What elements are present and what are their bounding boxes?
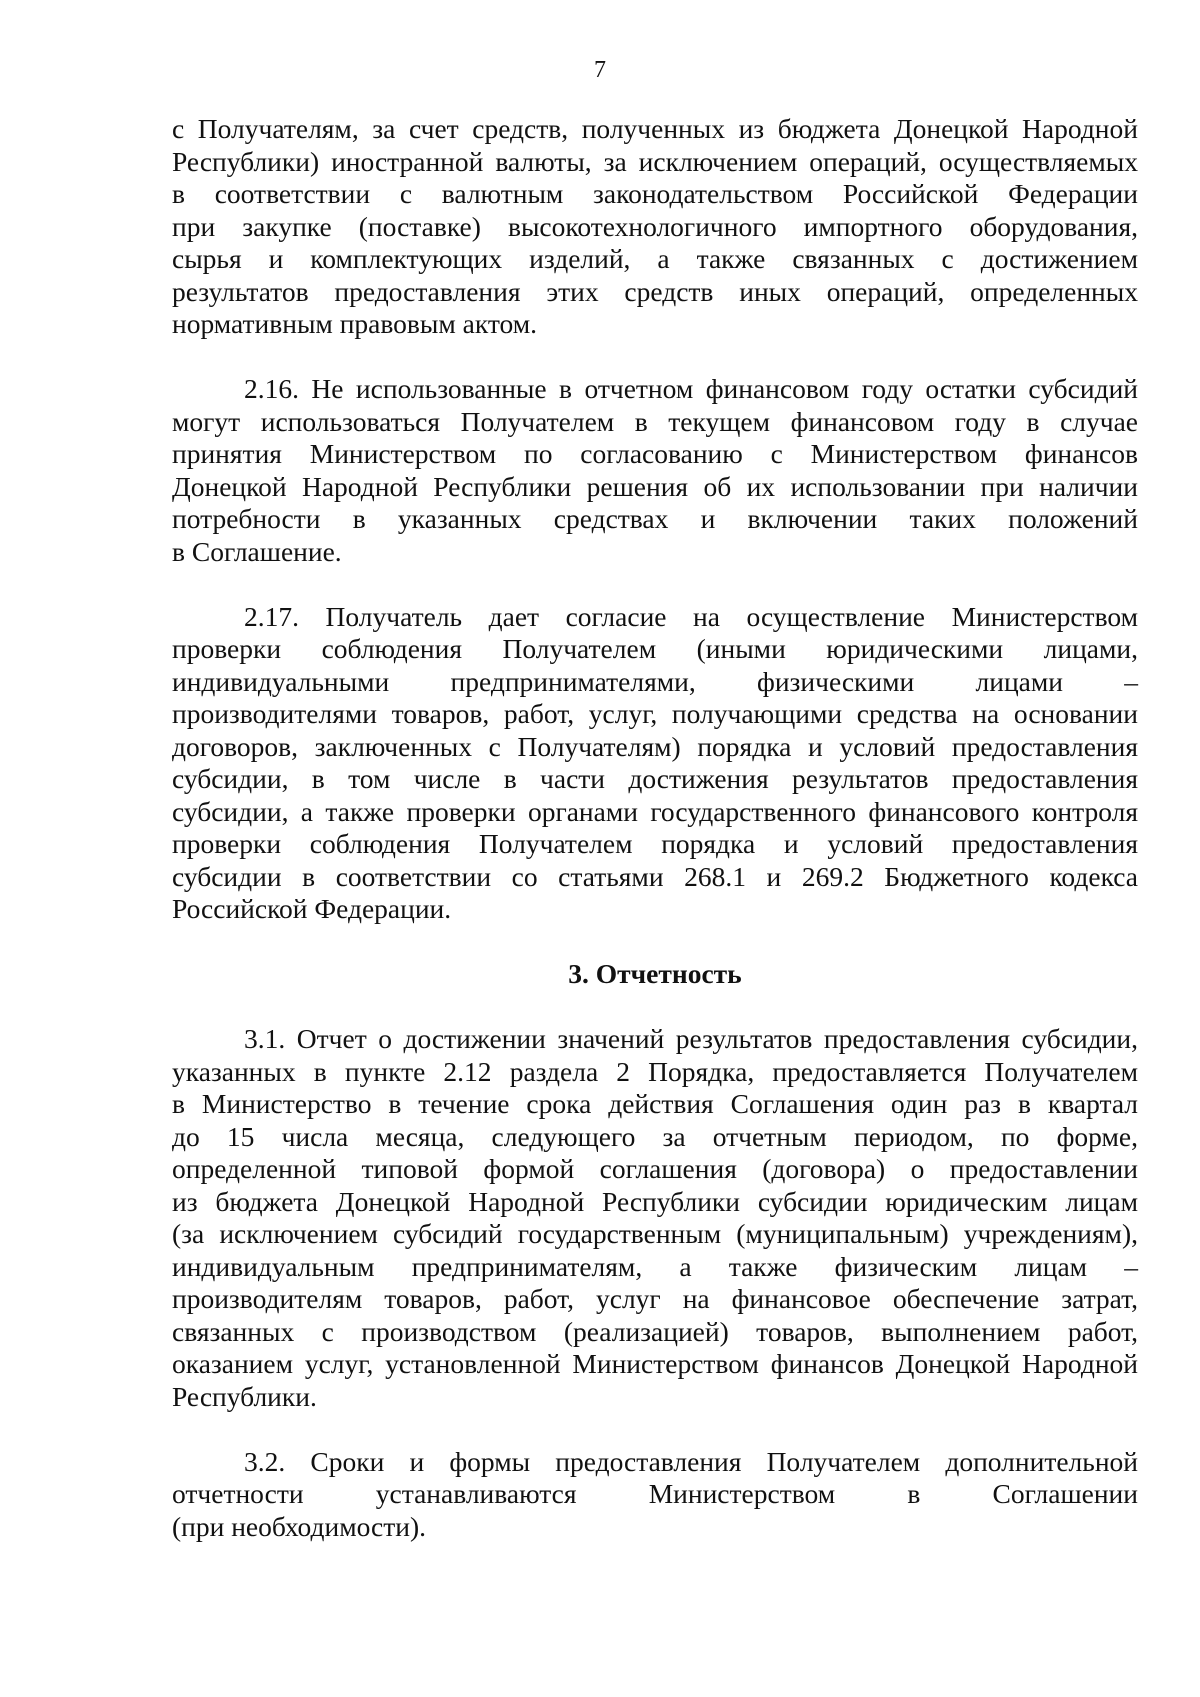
- document-body: [172, 113, 1138, 1576]
- text-line: в Соглашение.: [172, 535, 342, 567]
- text-line: субсидии, в том числе в части достижения результатов предоставления: [172, 763, 1138, 794]
- text-line: при закупке (поставке) высокотехнологичного импортного оборудования,: [172, 210, 1138, 242]
- text-line: проверки соблюдения Получателем (иными юридическими лицами,: [172, 633, 1138, 664]
- paragraph-3-2: [172, 1446, 1138, 1544]
- text-line: Республики) иностранной валюты, за исключением операций, осуществляемых: [172, 145, 1138, 177]
- text-line: Республики.: [172, 1380, 317, 1412]
- text-line: связанных с производством (реализацией) товаров, выполнением работ,: [172, 1315, 1138, 1347]
- text-line: принятия Министерством по согласованию с Министерством финансов: [172, 438, 1138, 469]
- text-line: производителями товаров, работ, услуг, получающими средства на основании: [172, 698, 1138, 729]
- section-heading: 3. Отчетность: [568, 958, 742, 989]
- paragraph-2-16: [172, 373, 1138, 568]
- text-line: (за исключением субсидий государственным (муниципальным) учреждениям),: [172, 1218, 1138, 1249]
- page-number: 7: [594, 57, 606, 83]
- text-line: потребности в указанных средствах и включении таких положений: [172, 503, 1138, 534]
- text-line: производителям товаров, работ, услуг на финансовое обеспечение затрат,: [172, 1283, 1138, 1314]
- text-line: индивидуальным предпринимателям, а также физическим лицам –: [172, 1250, 1138, 1282]
- paragraph-2-17: [172, 601, 1138, 926]
- text-line: 3.2. Сроки и формы предоставления Получателем дополнительной: [244, 1445, 1138, 1477]
- text-line: отчетности устанавливаются Министерством в Соглашении: [172, 1478, 1138, 1509]
- text-line: могут использоваться Получателем в текущем финансовом году в случае: [172, 405, 1138, 437]
- text-line: договоров, заключенных с Получателям) порядка и условий предоставления: [172, 730, 1138, 762]
- text-line: в соответствии с валютным законодательством Российской Федерации: [172, 178, 1138, 209]
- text-line: нормативным правовым актом.: [172, 308, 538, 339]
- text-line: индивидуальными предпринимателями, физическими лицами –: [172, 665, 1138, 697]
- text-line: результатов предоставления этих средств иных операций, определенных: [172, 275, 1138, 307]
- text-line: Российской Федерации.: [172, 893, 452, 924]
- text-line: субсидии в соответствии со статьями 268.1 и 269.2 Бюджетного кодекса: [172, 860, 1138, 892]
- text-line: (при необходимости).: [172, 1510, 427, 1542]
- text-line: до 15 числа месяца, следующего за отчетным периодом, по форме,: [172, 1120, 1138, 1152]
- paragraph-continuation: [172, 113, 1138, 341]
- text-line: проверки соблюдения Получателем порядка и условий предоставления: [172, 828, 1138, 859]
- paragraph-3-1: [172, 1023, 1138, 1413]
- text-line: с Получателям, за счет средств, полученных из бюджета Донецкой Народной: [172, 113, 1138, 144]
- text-line: определенной типовой формой соглашения (договора) о предоставлении: [172, 1153, 1138, 1184]
- text-line: субсидии, а также проверки органами государственного финансового контроля: [172, 795, 1138, 827]
- text-line: 2.16. Не использованные в отчетном финансовом году остатки субсидий: [244, 373, 1138, 404]
- text-line: оказанием услуг, установленной Министерством финансов Донецкой Народной: [172, 1348, 1138, 1379]
- text-line: указанных в пункте 2.12 раздела 2 Порядка, предоставляется Получателем: [172, 1055, 1138, 1087]
- text-line: из бюджета Донецкой Народной Республики субсидии юридическим лицам: [172, 1185, 1138, 1217]
- text-line: в Министерство в течение срока действия Соглашения один раз в квартал: [172, 1088, 1138, 1119]
- text-line: 3.1. Отчет о достижении значений результатов предоставления субсидии,: [244, 1023, 1138, 1054]
- text-line: Донецкой Народной Республики решения об их использовании при наличии: [172, 470, 1138, 502]
- text-line: 2.17. Получатель дает согласие на осуществление Министерством: [244, 600, 1138, 632]
- text-line: сырья и комплектующих изделий, а также связанных с достижением: [172, 243, 1138, 274]
